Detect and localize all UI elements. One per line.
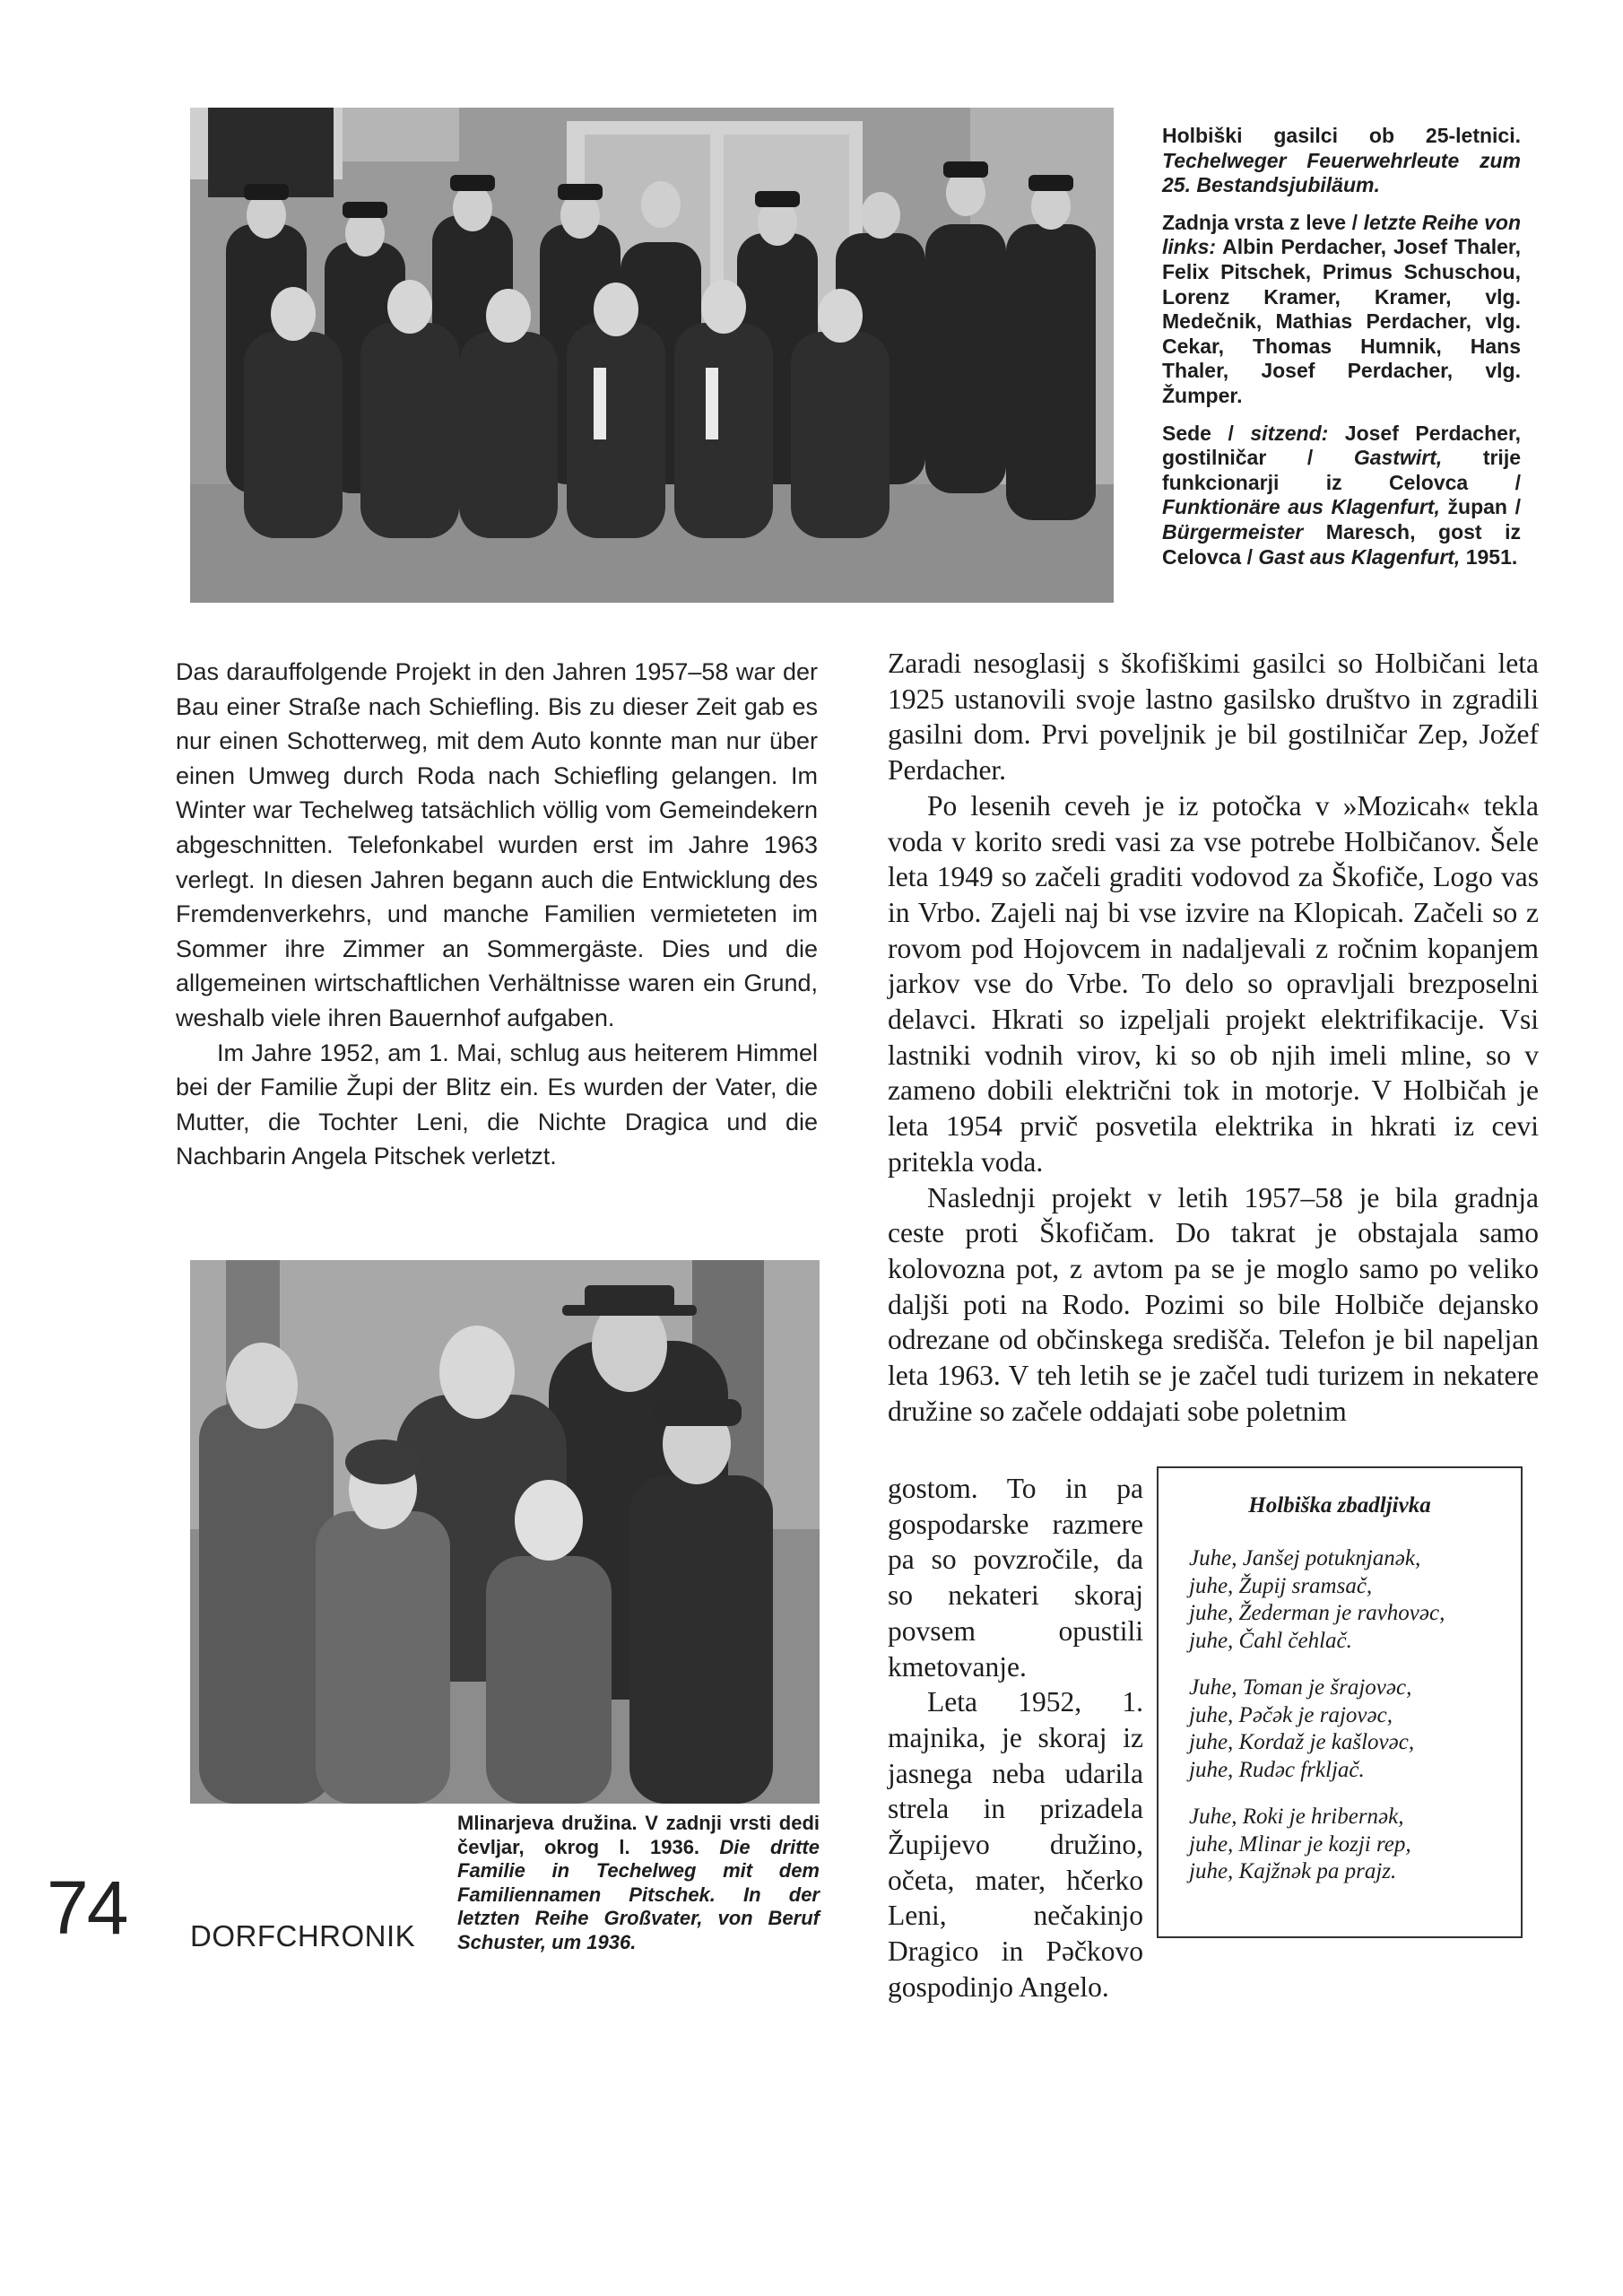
caption-seated-c-it: Funktionäre aus Klagenfurt,	[1162, 495, 1440, 519]
caption-seated-e: Maresch, gost iz Celovca /	[1162, 519, 1522, 569]
section-label: DORFCHRONIK	[190, 1919, 416, 1952]
caption-back-row-lead: Zadnja vrsta z leve /	[1162, 210, 1358, 234]
poem-line: juhe, Mlinar je kozji rep,	[1189, 1831, 1411, 1857]
caption-seated-a-it: sitzend:	[1250, 421, 1329, 445]
caption-seated-e-it: Gast aus Klagenfurt,	[1258, 544, 1461, 569]
poem-line: Juhe, Toman je šrajovəc,	[1189, 1675, 1412, 1700]
caption-back-row-names: Albin Perdacher, Josef Thaler, Felix Pitschek, Primus Schuschou, Lorenz Kramer, Kramer, vlg. Medečnik, Mathias Perdacher, vlg. Cekar, Thomas Humnik, Hans Thaler, Josef Perdacher, vlg. Žumper.	[1162, 235, 1522, 407]
poem-line: juhe, Čahl čehlač.	[1189, 1628, 1352, 1653]
family-caption-italic: Die dritte Familie in Techelweg mit dem Familiennamen Pitschek. In der letzten Reihe Großvater, von Beruf Schuster, um 1936.	[457, 1835, 820, 1953]
poem-stanza-1	[1189, 1545, 1503, 1655]
german-text-column	[176, 655, 818, 1174]
page-number: 74	[47, 1866, 127, 1950]
german-paragraph-2: Im Jahre 1952, am 1. Mai, schlug aus heiterem Himmel bei der Familie Župi der Blitz ein. Es wurden der Vater, die Mutter, die Tochter Leni, die Nichte Dragica und die Nachbarin Angela Pitschek verletzt.	[176, 1039, 818, 1170]
slovene-narrow-paragraph-1: gostom. To in pa gospodarske razmere pa so povzročile, da so nekateri skoraj povsem opustili kmetovanje.	[888, 1473, 1143, 1683]
poem-line: Juhe, Roki je hribernək,	[1189, 1805, 1404, 1829]
caption-title-bold: Holbiški gasilci ob 25-letnici.	[1162, 124, 1521, 147]
poem-line: juhe, Kordaž je kašlovəc,	[1189, 1730, 1415, 1754]
caption-seated	[1162, 422, 1521, 570]
slovene-narrow-paragraph-2: Leta 1952, 1. majnika, je skoraj iz jasnega neba udarila strela in prizadela Župijevo družino, očeta, mater, hčerko Leni, nečakinjo Dragico in Pəčkovo gospodinjo Angelo.	[888, 1686, 1143, 2003]
german-paragraph-1: Das darauffolgende Projekt in den Jahren 1957–58 war der Bau einer Straße nach Schiefling. Bis zu dieser Zeit gab es nur einen Schotterweg, mit dem Auto konnte man nur über einen Umweg durch Roda nach Schiefling gelangen. Im Winter war Techelweg tatsächlich völlig vom Gemeindekern abgeschnitten. Telefonkabel wurden erst im Jahre 1963 verlegt. In diesen Jahren begann auch die Entwicklung des Fremdenverkehrs, und manche Familien vermieteten im Sommer ihre Zimmer an Sommergäste. Dies und die allgemeinen wirtschaftlichen Verhältnisse waren ein Grund, weshalb viele ihren Bauernhof aufgaben.	[176, 658, 818, 1031]
slovene-paragraph-3: Naslednji projekt v letih 1957–58 je bila gradnja ceste proti Škofičam. Do takrat je obstajala samo kolovozna pot, z avtom pa se je moglo samo po veliko daljši poti na Rodo. Pozimi so bile Holbiče dejansko odrezane od občinskega središča. Telefon je bil napeljan leta 1963. V teh letih se je začel tudi turizem in nekatere družine so začele oddajati sobe poletnim	[888, 1181, 1539, 1427]
poem-title: Holbiška zbadljivka	[1248, 1493, 1431, 1518]
poem-line: juhe, Rudəc frkljač.	[1189, 1757, 1365, 1782]
poem-line: juhe, Župij sramsač,	[1189, 1573, 1373, 1598]
family-photo-caption	[457, 1812, 820, 1954]
caption-title-italic: Techelweger Feuerwehrleute zum 25. Bestandsjubiläum.	[1162, 148, 1521, 197]
family-photo-art	[190, 1260, 820, 1804]
caption-seated-c: trije funkcionarji iz Celovca /	[1162, 446, 1521, 494]
caption-title	[1162, 124, 1521, 198]
slovene-narrow-column	[888, 1471, 1143, 2005]
top-photo-caption	[1162, 124, 1521, 582]
slovene-paragraph-2: Po lesenih ceveh je iz potočka v »Mozicah« tekla voda v korito sredi vasi za vse potrebe Holbičanov. Šele leta 1949 so začeli graditi vodovod za Škofiče, Logo vas in Vrbo. Zajeli naj bi vse izvire na Klopicah. Začeli so z rovom pod Hojovcem in nadaljevali z ročnim kopanjem jarkov vse do Vrbe. To delo so opravljali brezposelni delavci. Hkrati so izpeljali projekt elektrifikacije. Vsi lastniki vodnih virov, ki so ob njih imeli mline, so v zameno dobili električni tok in motorje. V Holbičah je leta 1954 prvič posvetila elektrika in hkrati iz cevi pritekla voda.	[888, 789, 1539, 1178]
poem-line: juhe, Pəčək je rajovəc,	[1189, 1702, 1393, 1727]
firemen-photo-art	[190, 108, 1114, 603]
caption-seated-b-it: Gastwirt,	[1353, 446, 1443, 470]
poem-box	[1157, 1466, 1523, 1938]
caption-seated-a: Sede /	[1162, 421, 1234, 445]
firemen-group-photo	[190, 108, 1114, 603]
caption-seated-d-it: Bürgermeister	[1162, 519, 1304, 544]
poem-line: juhe, Žederman je ravhovəc,	[1189, 1601, 1445, 1625]
caption-seated-d: župan /	[1447, 495, 1521, 519]
caption-back-row	[1162, 211, 1521, 409]
poem-line: Juhe, Janšej potuknjanək,	[1189, 1546, 1421, 1570]
family-photo	[190, 1260, 820, 1804]
caption-back-row-lead-italic: letzte Reihe von links:	[1162, 210, 1521, 259]
poem-line: juhe, Kajžnək pa prajz.	[1189, 1859, 1397, 1883]
slovene-paragraph-1: Zaradi nesoglasij s škofiškimi gasilci so Holbičani leta 1925 ustanovili svoje lastno gasilsko društvo in zgradili gasilni dom. Prvi poveljnik je bil gostilničar Zep, Jožef Perdacher.	[888, 648, 1539, 787]
slovene-text-column	[888, 646, 1539, 1429]
family-caption-bold: Mlinarjeva družina. V zadnji vrsti dedi čevljar, okrog l. 1936.	[457, 1812, 820, 1858]
poem-stanza-2	[1189, 1674, 1503, 1784]
poem-stanza-3	[1189, 1804, 1503, 1886]
caption-seated-f: 1951.	[1465, 544, 1518, 569]
caption-seated-b: Josef Perdacher, gostilničar /	[1162, 421, 1522, 470]
